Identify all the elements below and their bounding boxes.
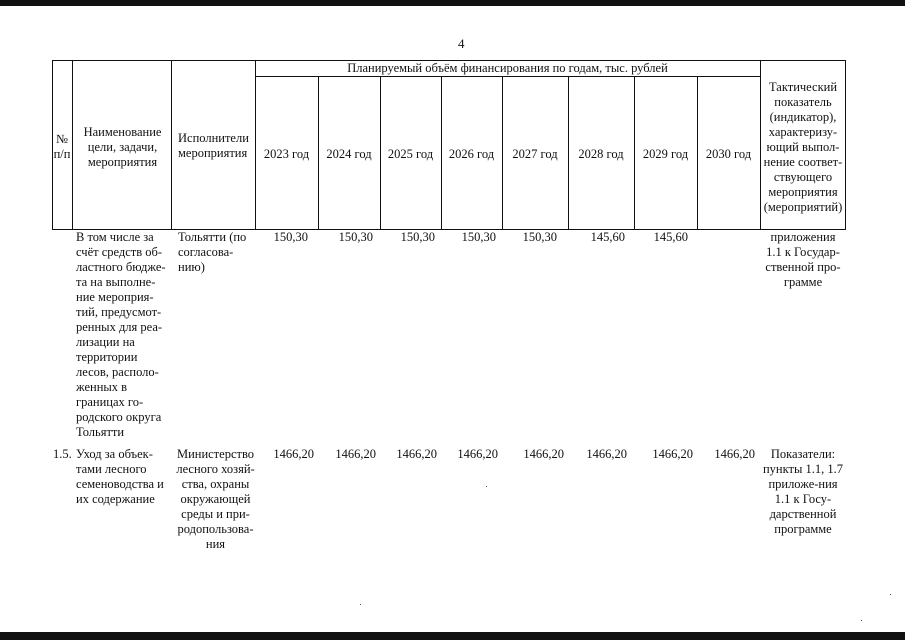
row-value: 150,30 xyxy=(338,230,373,244)
row-executor: Тольятти (по согласова-нию) xyxy=(178,230,247,274)
row-indicator: приложения 1.1 к Государ-ственной про-грамме xyxy=(765,230,841,289)
row-value: 150,30 xyxy=(273,230,308,244)
row-value: 1466,20 xyxy=(652,447,693,461)
header-year: 2028 год xyxy=(578,147,624,161)
scan-speck xyxy=(890,594,891,595)
row-value: 1466,20 xyxy=(273,447,314,461)
row-value: 1466,20 xyxy=(335,447,376,461)
header-name: Наименование цели, задачи, мероприятия xyxy=(83,125,162,169)
scan-speck xyxy=(486,486,487,487)
scan-speck xyxy=(360,604,361,605)
row-value: 1466,20 xyxy=(396,447,437,461)
bottom-border xyxy=(0,632,905,640)
row-value: 145,60 xyxy=(590,230,625,244)
row-value: 1466,20 xyxy=(714,447,755,461)
row-value: 145,60 xyxy=(653,230,688,244)
header-year: 2024 год xyxy=(326,147,372,161)
row-value: 1466,20 xyxy=(457,447,498,461)
header-year: 2023 год xyxy=(263,147,310,161)
row-value: 1466,20 xyxy=(586,447,627,461)
scan-speck xyxy=(861,620,862,621)
header-year: 2025 год xyxy=(387,147,434,161)
header-number: № п/п xyxy=(53,132,71,161)
header-indicator: Тактический показатель (индикатор), характеризу-ющий выпол-нение соответ-ствующего мероприятия (мероприятий) xyxy=(763,80,843,214)
row-value: 1466,20 xyxy=(523,447,564,461)
header-year: 2029 год xyxy=(642,147,689,161)
row-value: 150,30 xyxy=(522,230,557,244)
header-financing-title: Планируемый объём финансирования по годам, тыс. рублей xyxy=(347,61,668,75)
row-number: 1.5. xyxy=(53,447,72,461)
row-name: Уход за объек-тами лесного семеноводства и их содержание xyxy=(76,447,164,506)
page-number: 4 xyxy=(458,36,465,51)
header-year: 2026 год xyxy=(448,147,495,161)
row-value: 150,30 xyxy=(400,230,435,244)
row-indicator: Показатели: пункты 1.1, 1.7 приложе-ния 1.1 к Госу-дарственной программе xyxy=(762,447,844,536)
row-value: 150,30 xyxy=(461,230,496,244)
top-border xyxy=(0,0,905,6)
row-executor: Министерство лесного хозяй-ства, охраны окружающей среды и при-родопользова-ния xyxy=(176,447,255,551)
header-year: 2027 год xyxy=(512,147,558,161)
row-name: В том числе за счёт средств об-ластного бюдже-та на выполне-ние мероприя-тий, предусмот-ренных для реа-лизации на территории лесов, располо-женных в границах го-родского округа Тольятти xyxy=(76,230,166,439)
header-executor: Исполнители мероприятия xyxy=(178,131,249,160)
header-year: 2030 год xyxy=(705,147,752,161)
